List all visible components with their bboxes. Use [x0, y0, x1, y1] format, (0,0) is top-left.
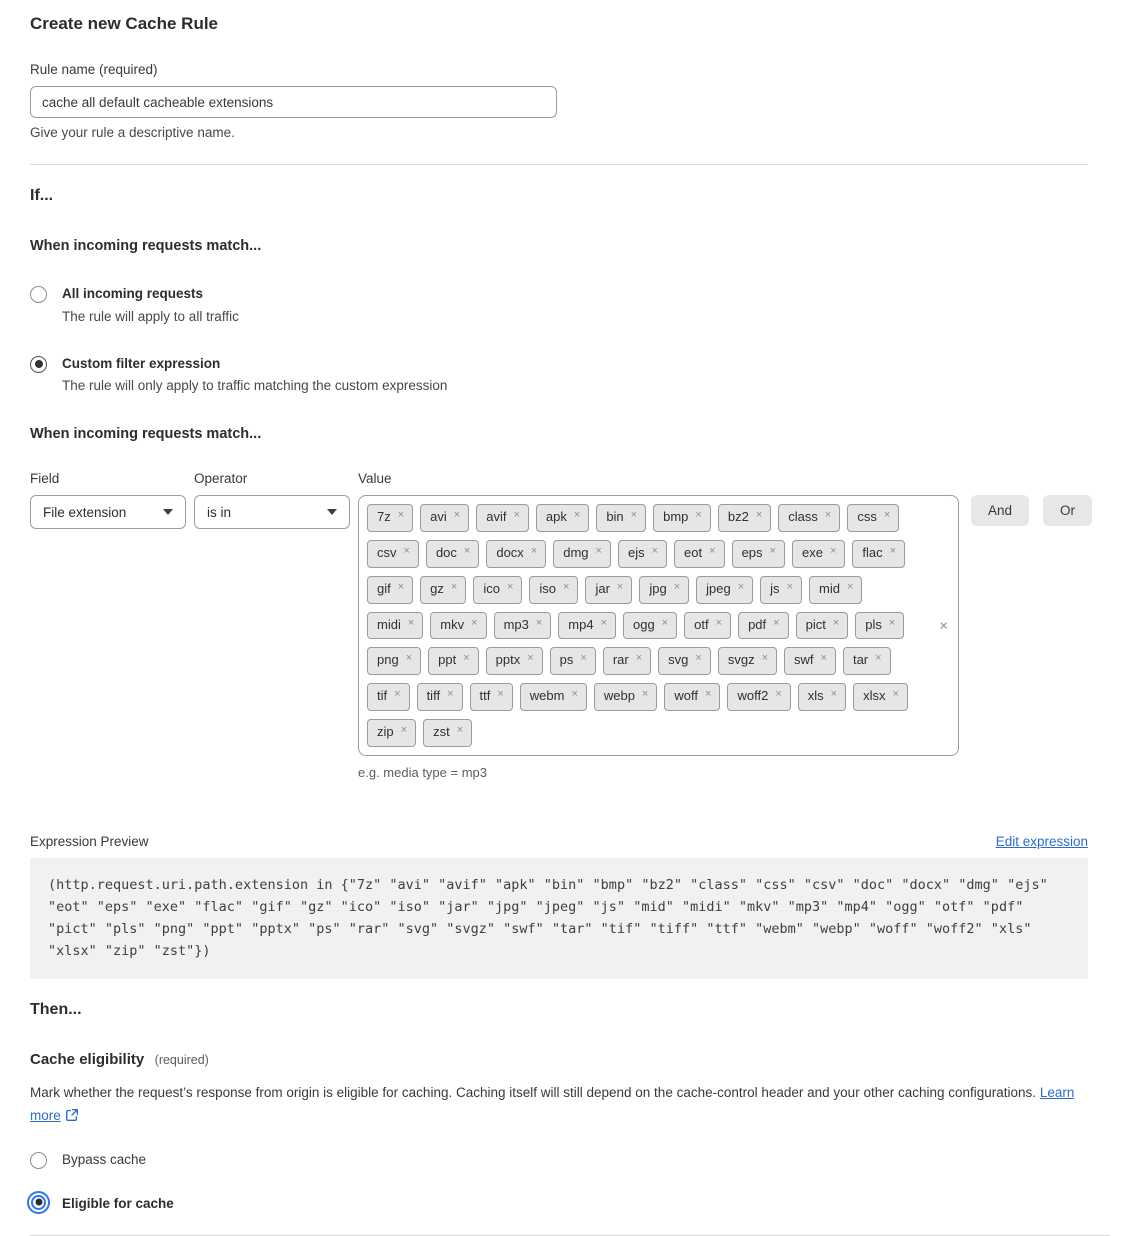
radio-label: All incoming requests [62, 286, 204, 301]
filter-heading: When incoming requests match... [30, 426, 262, 443]
remove-tag-icon[interactable]: × [775, 688, 782, 701]
required-note: (required) [154, 1053, 209, 1068]
radio-label: Bypass cache [62, 1151, 147, 1167]
value-tag-label: ejs [627, 544, 645, 560]
remove-tag-icon[interactable]: × [535, 616, 543, 629]
value-label: Value [358, 471, 392, 487]
value-tag-label: rar [612, 652, 629, 668]
remove-tag-icon[interactable]: × [595, 544, 602, 557]
value-tag-label: mp3 [503, 616, 529, 632]
radio-label: Custom filter expression [62, 355, 221, 371]
value-tag[interactable] [585, 576, 632, 604]
value-tag-label: mid [819, 580, 840, 596]
remove-tag-icon[interactable]: × [705, 688, 712, 701]
value-tag[interactable] [853, 683, 908, 711]
if-subheading: When incoming requests match... [30, 238, 262, 254]
value-tag-label: ttf [479, 688, 491, 704]
field-select-value: File extension [43, 504, 127, 520]
value-tag-label: ps [559, 652, 574, 668]
section-divider [30, 164, 1088, 165]
remove-tag-icon[interactable]: × [661, 616, 669, 629]
value-tag[interactable] [473, 576, 522, 604]
value-tag[interactable] [536, 504, 589, 532]
conjunction-buttons [971, 495, 1092, 526]
value-tag[interactable] [367, 647, 421, 675]
remove-tag-icon[interactable]: × [846, 580, 854, 593]
field-select[interactable] [30, 495, 186, 529]
remove-tag-icon[interactable]: × [397, 580, 405, 593]
value-tag[interactable] [809, 576, 862, 604]
value-tag-label: jar [595, 580, 610, 596]
value-tag-label: webp [603, 688, 635, 704]
value-tag[interactable] [718, 504, 771, 532]
value-tag[interactable] [843, 647, 891, 675]
operator-select[interactable] [194, 495, 350, 529]
remove-tag-icon[interactable]: × [403, 544, 410, 557]
value-tag-label: swf [794, 652, 814, 668]
value-tag-label: iso [539, 580, 557, 596]
value-tag-label: class [788, 509, 818, 525]
value-tag-label: dmg [563, 544, 589, 560]
clear-all-tags-icon[interactable]: × [939, 617, 948, 635]
value-tag-label: apk [545, 509, 567, 525]
remove-tag-icon[interactable]: × [641, 688, 649, 701]
value-tag-label: css [857, 509, 877, 525]
remove-tag-icon[interactable]: × [450, 580, 458, 593]
radio-option-bypass-cache[interactable] [30, 1151, 1088, 1169]
remove-tag-icon[interactable]: × [820, 652, 827, 665]
value-tag[interactable] [420, 576, 466, 604]
remove-tag-icon[interactable]: × [407, 616, 415, 629]
remove-tag-icon[interactable]: × [453, 509, 461, 522]
value-tag[interactable] [639, 576, 689, 604]
if-heading: If... [30, 187, 54, 204]
radio-option-all-incoming-requests[interactable] [30, 285, 1088, 324]
remove-tag-icon[interactable]: × [573, 509, 581, 522]
value-tag[interactable] [596, 504, 646, 532]
value-tag-label: woff2 [737, 688, 769, 704]
radio-description: The rule will apply to all traffic [62, 308, 239, 324]
remove-tag-icon[interactable]: × [875, 652, 882, 665]
remove-tag-icon[interactable]: × [832, 616, 840, 629]
value-tag-label: avi [430, 509, 447, 525]
value-tag-label: webm [529, 688, 565, 704]
remove-tag-icon[interactable]: × [616, 580, 624, 593]
cache-eligibility-title [30, 1051, 1088, 1069]
value-tag-label: mkv [440, 616, 465, 632]
value-tag-label: gz [430, 580, 444, 596]
cache-eligibility-description [30, 1082, 1088, 1127]
remove-tag-icon[interactable]: × [830, 688, 838, 701]
value-tag[interactable] [658, 647, 711, 675]
value-tag-label: tif [377, 688, 388, 704]
remove-tag-icon[interactable]: × [695, 652, 702, 665]
remove-tag-icon[interactable]: × [773, 616, 780, 629]
value-tag-label: midi [377, 616, 401, 632]
remove-tag-icon[interactable]: × [888, 616, 896, 629]
value-tag[interactable] [494, 612, 552, 640]
value-tag-label: otf [694, 616, 709, 632]
value-tag[interactable] [486, 647, 543, 675]
value-tag-label: png [377, 652, 399, 668]
value-tag-label: svg [668, 652, 689, 668]
remove-tag-icon[interactable]: × [513, 509, 520, 522]
value-tag[interactable] [603, 647, 651, 675]
value-tag[interactable] [367, 540, 419, 568]
remove-tag-icon[interactable]: × [761, 652, 769, 665]
operator-column [194, 471, 350, 780]
value-tag-label: pls [865, 616, 882, 632]
value-tag[interactable] [470, 683, 513, 711]
remove-tag-icon[interactable]: × [471, 616, 478, 629]
value-tag[interactable] [594, 683, 658, 711]
radio-option-custom-filter-expression[interactable] [30, 355, 1088, 394]
field-label: Field [30, 471, 60, 487]
value-tag[interactable] [553, 540, 611, 568]
value-tag-label: ppt [438, 652, 457, 668]
expression-preview-code: (http.request.uri.path.extension in {"7z" "avi" "avif" "apk" "bin" "bmp" "bz2" "class" "css" "csv" "doc" "docx" "dmg" "ejs" "eot" "eps" "exe" "flac" "gif" "gz" "ico" "iso" "jar" "jpg" "jpeg" "js" "mid" "midi" "mkv" "mp3" "mp4" "ogg" "otf" "pdf" "pict" "pls" "png" "ppt" "pptx" "ps" "rar" "svg" "svgz" "swf" "tar" "tif" "tiff" "ttf" "webm" "webp" "woff" "woff2" "xls" "xlsx" "zip" "zst"}) [30, 858, 1088, 979]
value-tag[interactable] [486, 540, 546, 568]
radio-description: The rule will only apply to traffic matching the custom expression [62, 378, 448, 394]
value-tag[interactable] [428, 647, 479, 675]
value-tag[interactable] [798, 683, 846, 711]
value-tag[interactable] [618, 540, 667, 568]
value-tag-label: pptx [495, 652, 521, 668]
radio-button-icon[interactable] [30, 286, 47, 303]
value-hint: e.g. media type = mp3 [358, 765, 487, 780]
value-tag-label: bmp [663, 509, 689, 525]
value-tag[interactable] [684, 612, 731, 640]
edit-expression-link[interactable]: Edit expression [995, 834, 1088, 849]
value-tag-label: eot [684, 544, 703, 560]
chevron-down-icon [327, 509, 337, 515]
value-tag-label: avif [486, 509, 507, 525]
remove-tag-icon[interactable]: × [497, 688, 504, 701]
remove-tag-icon[interactable]: × [737, 580, 745, 593]
create-cache-rule-form [30, 0, 1088, 1236]
value-tag[interactable] [653, 504, 711, 532]
remove-tag-icon[interactable]: × [786, 580, 793, 593]
value-tag[interactable] [760, 576, 802, 604]
value-tag-label: zst [433, 724, 450, 740]
remove-tag-icon[interactable]: × [447, 688, 454, 701]
value-tag-label: docx [496, 544, 524, 560]
value-tag-label: zip [377, 724, 394, 740]
value-tag-label: bz2 [727, 509, 749, 525]
value-tag[interactable] [367, 504, 413, 532]
radio-option-eligible-for-cache[interactable] [30, 1193, 1088, 1214]
remove-tag-icon[interactable]: × [892, 688, 899, 701]
remove-tag-icon[interactable]: × [530, 544, 538, 557]
value-tag-label: js [770, 580, 780, 596]
radio-button-icon[interactable] [30, 1152, 47, 1169]
remove-tag-icon[interactable]: × [563, 580, 570, 593]
remove-tag-icon[interactable]: × [394, 688, 401, 701]
value-tag-label: woff [674, 688, 699, 704]
remove-tag-icon[interactable]: × [824, 509, 832, 522]
value-tag[interactable] [423, 719, 472, 747]
value-tag[interactable] [784, 647, 836, 675]
remove-tag-icon[interactable]: × [755, 509, 763, 522]
value-tag[interactable] [778, 504, 840, 532]
value-tag[interactable] [664, 683, 720, 711]
value-tag[interactable] [558, 612, 616, 640]
value-tag[interactable] [367, 612, 423, 640]
value-tag-label: tar [852, 652, 869, 668]
remove-tag-icon[interactable]: × [527, 652, 534, 665]
then-heading: Then... [30, 1001, 82, 1019]
value-column [358, 471, 959, 780]
filter-builder-row [30, 471, 1088, 780]
remove-tag-icon[interactable]: × [695, 509, 702, 522]
value-tag-label: ogg [633, 616, 655, 632]
value-tag[interactable] [529, 576, 578, 604]
operator-label: Operator [194, 471, 248, 487]
cache-eligibility-label: Cache eligibility [30, 1051, 145, 1069]
expression-preview-label: Expression Preview [30, 834, 149, 849]
value-tag[interactable] [550, 647, 596, 675]
value-tag-label: flac [862, 544, 883, 560]
remove-tag-icon[interactable]: × [456, 724, 464, 737]
value-tag[interactable] [520, 683, 587, 711]
operator-select-value: is in [207, 504, 232, 520]
value-tag-label: bin [606, 509, 624, 525]
rule-name-help: Give your rule a descriptive name. [30, 125, 235, 140]
value-tag-label: xlsx [863, 688, 886, 704]
remove-tag-icon[interactable]: × [571, 688, 578, 701]
remove-tag-icon[interactable]: × [883, 509, 891, 522]
value-tag[interactable] [430, 612, 486, 640]
radio-button-icon[interactable] [30, 356, 47, 373]
and-button[interactable]: And [971, 495, 1029, 526]
remove-tag-icon[interactable]: × [635, 652, 643, 665]
field-column [30, 471, 186, 780]
value-tag[interactable] [732, 540, 785, 568]
value-tag-label: pict [805, 616, 826, 632]
value-tag[interactable] [476, 504, 529, 532]
remove-tag-icon[interactable]: × [673, 580, 681, 593]
remove-tag-icon[interactable]: × [405, 652, 413, 665]
external-link-icon [65, 1108, 79, 1122]
value-tag-label: gif [377, 580, 391, 596]
remove-tag-icon[interactable]: × [506, 580, 514, 593]
remove-tag-icon[interactable]: × [463, 652, 470, 665]
value-tag[interactable] [426, 540, 479, 568]
value-tag-label: ico [483, 580, 500, 596]
value-tag-label: exe [801, 544, 823, 560]
rule-name-input[interactable] [30, 86, 557, 118]
remove-tag-icon[interactable]: × [400, 724, 408, 737]
expression-preview-header [30, 834, 1088, 849]
value-tag-label: 7z [377, 509, 391, 525]
radio-focus-ring[interactable] [27, 1191, 50, 1214]
remove-tag-icon[interactable]: × [715, 616, 723, 629]
value-tag-label: eps [741, 544, 763, 560]
value-tag[interactable] [417, 683, 463, 711]
value-tag[interactable] [727, 683, 790, 711]
value-tag-label: doc [435, 544, 457, 560]
value-tag-label: mp4 [568, 616, 594, 632]
remove-tag-icon[interactable]: × [630, 509, 638, 522]
or-button[interactable]: Or [1043, 495, 1092, 526]
value-tag-label: csv [377, 544, 397, 560]
value-tag[interactable] [796, 612, 849, 640]
value-tag[interactable] [738, 612, 789, 640]
remove-tag-icon[interactable]: × [769, 544, 776, 557]
remove-tag-icon[interactable]: × [397, 509, 405, 522]
remove-tag-icon[interactable]: × [651, 544, 659, 557]
value-tag[interactable] [367, 719, 416, 747]
value-tag[interactable] [847, 504, 899, 532]
value-multiselect[interactable] [358, 495, 959, 756]
value-tag[interactable] [367, 683, 410, 711]
value-tag[interactable] [852, 540, 905, 568]
remove-tag-icon[interactable]: × [889, 544, 897, 557]
radio-button-icon[interactable] [31, 1195, 46, 1210]
value-tag-label: svgz [727, 652, 755, 668]
radio-label: Eligible for cache [62, 1195, 174, 1211]
description-text: Mark whether the request’s response from origin is eligible for caching. Caching itself will still depend on the cache-control header and your other caching configurations. [30, 1085, 1037, 1101]
remove-tag-icon[interactable]: × [709, 544, 716, 557]
value-tag[interactable] [696, 576, 753, 604]
rule-name-label: Rule name (required) [30, 62, 158, 77]
remove-tag-icon[interactable]: × [463, 544, 471, 557]
value-tag[interactable] [674, 540, 725, 568]
chevron-down-icon [163, 509, 173, 515]
value-tag-label: tiff [426, 688, 441, 704]
value-tag[interactable] [420, 504, 469, 532]
value-tag-label: xls [807, 688, 824, 704]
value-tag[interactable] [855, 612, 904, 640]
value-tag[interactable] [367, 576, 413, 604]
value-tag[interactable] [792, 540, 845, 568]
value-tag-list [367, 504, 924, 747]
learn-more-link[interactable]: Learn more [30, 1085, 1075, 1123]
value-tag-label: jpeg [706, 580, 731, 596]
value-tag[interactable] [718, 647, 777, 675]
remove-tag-icon[interactable]: × [600, 616, 608, 629]
value-tag-label: jpg [649, 580, 667, 596]
value-tag-label: pdf [748, 616, 767, 632]
page-title: Create new Cache Rule [30, 14, 219, 33]
remove-tag-icon[interactable]: × [580, 652, 587, 665]
remove-tag-icon[interactable]: × [829, 544, 837, 557]
value-tag[interactable] [623, 612, 677, 640]
